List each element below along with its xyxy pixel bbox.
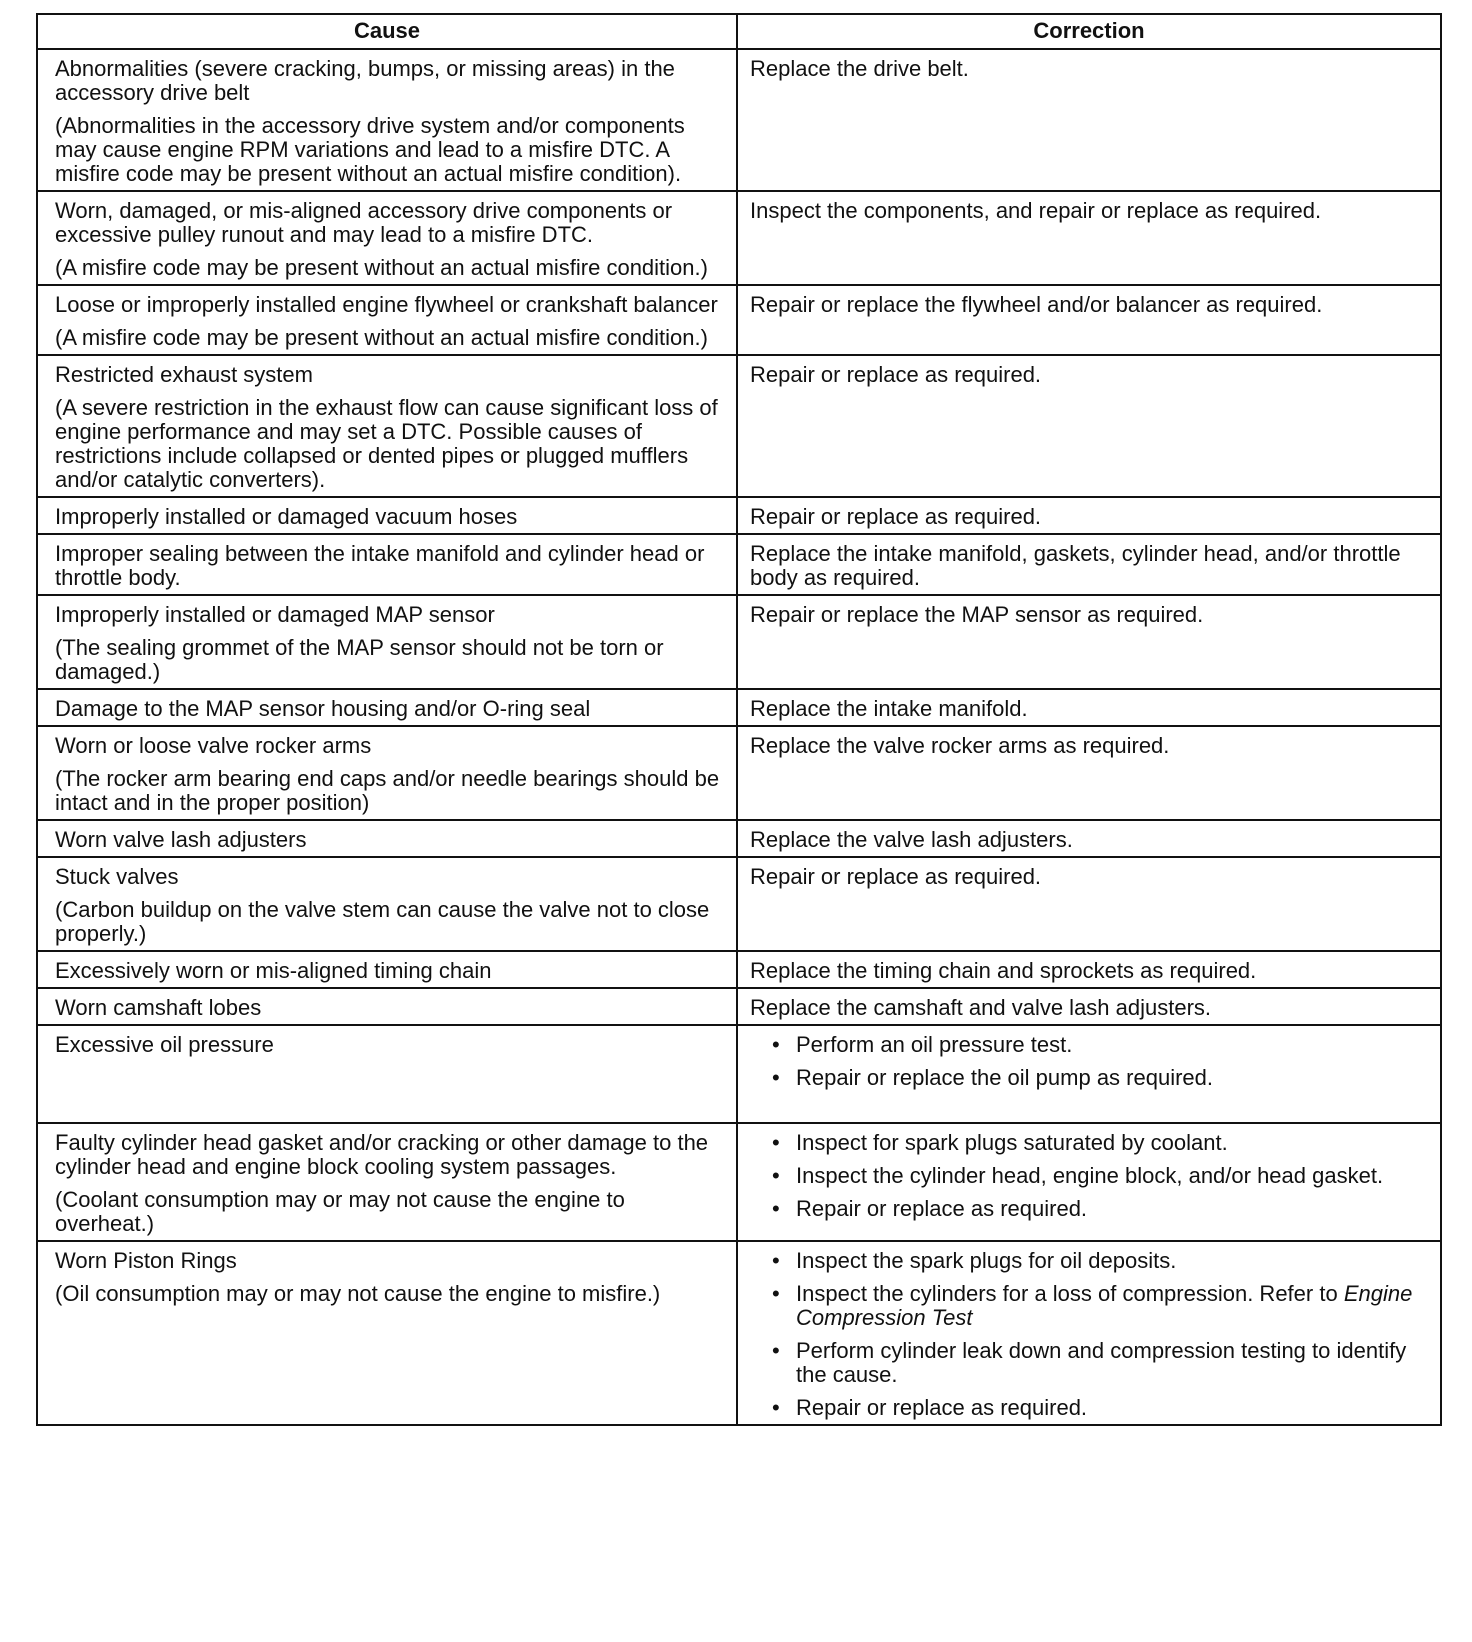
troubleshooting-page — [36, 13, 1440, 1426]
cause-cell — [37, 1025, 737, 1123]
cause-text: Improperly installed or damaged vacuum hoses — [55, 504, 518, 529]
table-row — [37, 988, 1441, 1025]
engine-compression-test-reference[interactable]: Engine Compression Test — [796, 1281, 1413, 1330]
cause-text: Excessively worn or mis-aligned timing chain — [55, 958, 492, 983]
cause-note: (Carbon buildup on the valve stem can cause the valve not to close properly.) — [55, 897, 710, 946]
table-row — [37, 820, 1441, 857]
cause-note: (The sealing grommet of the MAP sensor should not be torn or damaged.) — [55, 635, 664, 684]
cause-text: Excessive oil pressure — [55, 1032, 274, 1057]
correction-cell: Repair or replace as required. — [737, 857, 1441, 951]
table-row — [37, 534, 1441, 595]
cause-text: Restricted exhaust system — [55, 362, 313, 387]
correction-cell: Replace the timing chain and sprockets as required. — [737, 951, 1441, 988]
cause-text: Faulty cylinder head gasket and/or cracking or other damage to the cylinder head and engine block cooling system passages. — [55, 1130, 709, 1179]
cause-text: Worn camshaft lobes — [55, 995, 262, 1020]
correction-cell — [737, 1241, 1441, 1425]
table-row — [37, 285, 1441, 355]
correction-cell: Replace the drive belt. — [737, 49, 1441, 191]
cause-text: Worn, damaged, or mis-aligned accessory drive components or excessive pulley runout and may lead to a misfire DTC. — [55, 198, 673, 247]
cause-note: (The rocker arm bearing end caps and/or needle bearings should be intact and in the proper position) — [55, 766, 720, 815]
correction-column-header: Correction — [737, 14, 1441, 49]
correction-cell: Inspect the components, and repair or replace as required. — [737, 191, 1441, 285]
table-row — [37, 1025, 1441, 1123]
cause-column-header: Cause — [37, 14, 737, 49]
correction-cell: Replace the intake manifold, gaskets, cylinder head, and/or throttle body as required. — [737, 534, 1441, 595]
correction-bullet-list — [750, 1033, 1432, 1090]
cause-cell — [37, 355, 737, 497]
cause-text: Damage to the MAP sensor housing and/or O-ring seal — [55, 696, 591, 721]
table-row — [37, 726, 1441, 820]
cause-note: (A misfire code may be present without an actual misfire condition.) — [55, 325, 708, 350]
correction-bullet: • Perform an oil pressure test. — [772, 1033, 1432, 1057]
table-row — [37, 595, 1441, 689]
cause-cell — [37, 285, 737, 355]
cause-text: Worn Piston Rings — [55, 1248, 237, 1273]
cause-text: Abnormalities (severe cracking, bumps, or missing areas) in the accessory drive belt — [55, 56, 675, 105]
cause-note: (Oil consumption may or may not cause the engine to misfire.) — [55, 1281, 661, 1306]
cause-cell — [37, 1241, 737, 1425]
correction-bullet: • Inspect the cylinder head, engine block, and/or head gasket. — [772, 1164, 1432, 1188]
correction-bullet: • Repair or replace the oil pump as required. — [772, 1066, 1432, 1090]
correction-cell — [737, 1025, 1441, 1123]
table-row — [37, 191, 1441, 285]
cause-cell — [37, 534, 737, 595]
correction-bullet-list — [750, 1131, 1432, 1221]
table-row — [37, 857, 1441, 951]
cause-text: Improperly installed or damaged MAP sensor — [55, 602, 495, 627]
cause-note: (A misfire code may be present without an actual misfire condition.) — [55, 255, 708, 280]
cause-cell — [37, 951, 737, 988]
correction-cell: Repair or replace as required. — [737, 497, 1441, 534]
cause-cell — [37, 857, 737, 951]
cause-cell — [37, 820, 737, 857]
correction-cell: Repair or replace as required. — [737, 355, 1441, 497]
table-row — [37, 1123, 1441, 1241]
table-row — [37, 355, 1441, 497]
cause-cell — [37, 726, 737, 820]
cause-note: (A severe restriction in the exhaust flow can cause significant loss of engine performance and may set a DTC. Possible causes of restrictions include collapsed or dented pipes or plugged mufflers and/or catalytic converters). — [55, 395, 718, 492]
table-row — [37, 49, 1441, 191]
correction-cell — [737, 1123, 1441, 1241]
correction-cell: Replace the camshaft and valve lash adjusters. — [737, 988, 1441, 1025]
correction-bullet: • Inspect for spark plugs saturated by coolant. — [772, 1131, 1432, 1155]
correction-cell: Replace the valve lash adjusters. — [737, 820, 1441, 857]
cause-note: (Abnormalities in the accessory drive system and/or components may cause engine RPM variations and lead to a misfire DTC. A misfire code may be present without an actual misfire condition). — [55, 113, 685, 186]
cause-correction-table — [36, 13, 1442, 1426]
table-row — [37, 689, 1441, 726]
cause-cell — [37, 497, 737, 534]
table-row — [37, 951, 1441, 988]
correction-bullet: • Repair or replace as required. — [772, 1197, 1432, 1221]
table-row — [37, 1241, 1441, 1425]
correction-cell: Repair or replace the flywheel and/or balancer as required. — [737, 285, 1441, 355]
correction-cell: Replace the valve rocker arms as required. — [737, 726, 1441, 820]
correction-bullet: • Repair or replace as required. — [772, 1396, 1432, 1420]
cause-text: Worn valve lash adjusters — [55, 827, 307, 852]
cause-cell — [37, 988, 737, 1025]
correction-bullet — [772, 1282, 1432, 1330]
cause-text: Worn or loose valve rocker arms — [55, 733, 372, 758]
cause-cell — [37, 191, 737, 285]
cause-text: Loose or improperly installed engine flywheel or crankshaft balancer — [55, 292, 718, 317]
cause-cell — [37, 1123, 737, 1241]
cause-note: (Coolant consumption may or may not cause the engine to overheat.) — [55, 1187, 625, 1236]
table-header-row — [37, 14, 1441, 49]
correction-bullet: • Perform cylinder leak down and compression testing to identify the cause. — [772, 1339, 1432, 1387]
correction-bullet-list — [750, 1249, 1432, 1420]
correction-cell: Repair or replace the MAP sensor as required. — [737, 595, 1441, 689]
correction-cell: Replace the intake manifold. — [737, 689, 1441, 726]
cause-text: Stuck valves — [55, 864, 179, 889]
cause-cell — [37, 689, 737, 726]
cause-cell — [37, 595, 737, 689]
cause-cell — [37, 49, 737, 191]
correction-bullet-text: Inspect the cylinders for a loss of compression. Refer to — [796, 1281, 1338, 1306]
table-row — [37, 497, 1441, 534]
correction-bullet: • Inspect the spark plugs for oil deposits. — [772, 1249, 1432, 1273]
cause-text: Improper sealing between the intake manifold and cylinder head or throttle body. — [55, 541, 705, 590]
